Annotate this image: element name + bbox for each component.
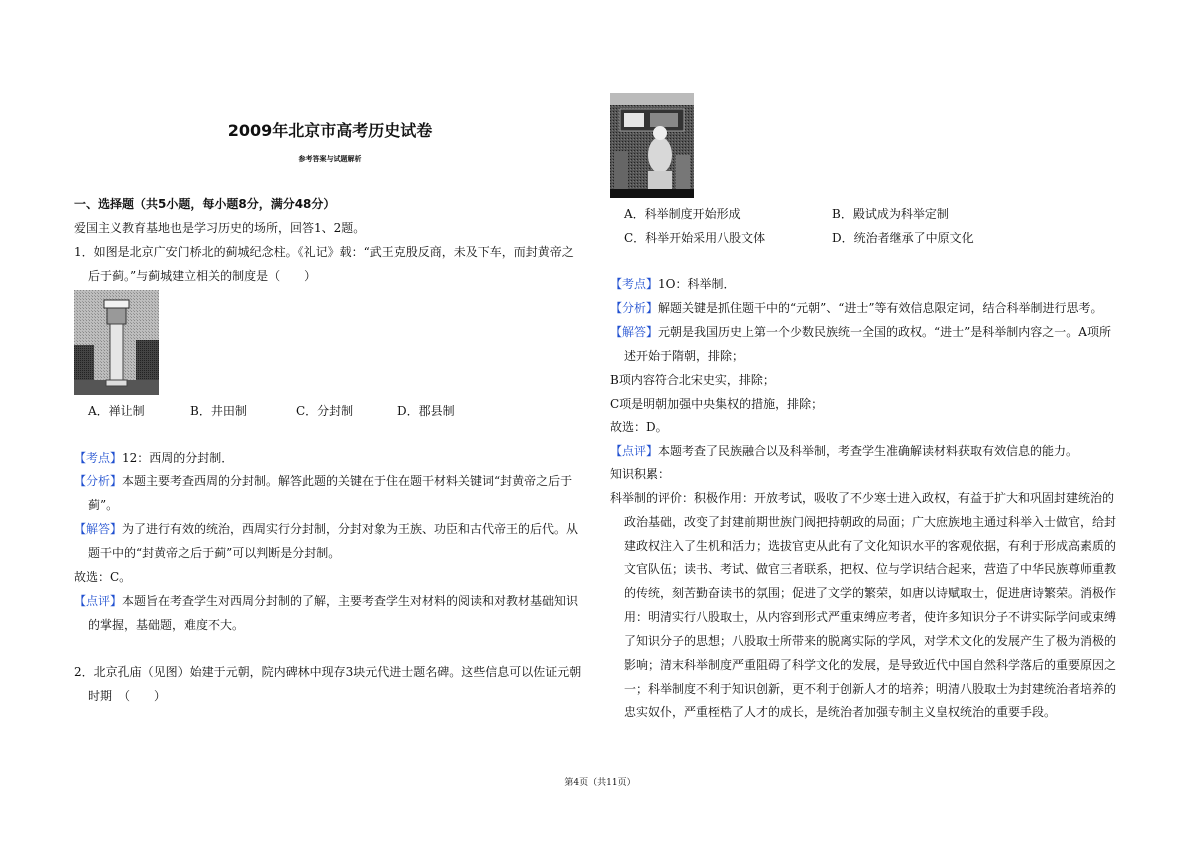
q2-jieda-text: 元朝是我国历史上第一个少数民族统一全国的政权。“进士”是科举制内容之一。A项所 xyxy=(658,325,1111,339)
q1-jieda-text: 为了进行有效的统治，西周实行分封制，分封对象为王族、功臣和古代帝王的后代。从 xyxy=(122,522,579,536)
q1-dianping-line1 xyxy=(74,593,578,609)
knowledge-line: 了知识分子的思想；八股取士所带来的脱离实际的学风，对学术文化的发展产生了极为消极的 xyxy=(624,634,1117,648)
kaodian-tag: 【考点】 xyxy=(610,277,659,291)
knowledge-line: 忠实奴仆，严重桎梏了人才的成长，是统治者加强专制主义皇权统治的重要手段。 xyxy=(624,705,1057,719)
q2-option-d: D．统治者继承了中原文化 xyxy=(832,231,974,245)
knowledge-line: 用：明清实行八股取士，从内容到形式严重束缚应考者，使许多知识分子不讲实际学问或束缚 xyxy=(624,610,1117,624)
jieda-tag: 【解答】 xyxy=(610,325,659,339)
q2-jieda-line1 xyxy=(610,324,1111,340)
q1-kaodian xyxy=(74,450,233,466)
knowledge-line: 的传统，刻苦勤奋读书的氛围；促进了文学的繁荣，如唐以诗赋取士，促进唐诗繁荣。消极作 xyxy=(624,586,1117,600)
q2-answer: 故选：D。 xyxy=(610,420,668,434)
knowledge-line: 政治基础，改变了封建前期世族门阀把持朝政的局面；广大庶族地主通过科举入士做官，给封 xyxy=(624,515,1117,529)
q2-jieda-line4: C项是明朝加强中央集权的措施，排除； xyxy=(610,397,824,411)
q1-jieda-line1 xyxy=(74,521,578,537)
knowledge-line: 建政权注入了生机和活力；选拔官吏从此有了文化知识水平的客观依据，有利于形成高素质的 xyxy=(624,539,1117,553)
q1-answer: 故选：C。 xyxy=(74,570,132,584)
intro-text: 爱国主义教育基地也是学习历史的场所，回答1、2题。 xyxy=(74,221,366,235)
dianping-tag: 【点评】 xyxy=(610,444,659,458)
q2-stem-line1: 2．北京孔庙（见图）始建于元朝，院内碑林中现存3块元代进士题名碑。这些信息可以佐证元朝 xyxy=(74,665,582,679)
q2-kaodian xyxy=(610,276,736,292)
q2-option-a: A．科举制度开始形成 xyxy=(624,207,741,221)
q2-option-c: C．科举开始采用八股文体 xyxy=(624,231,766,245)
jieda-tag: 【解答】 xyxy=(74,522,123,536)
q1-fenxi-line1 xyxy=(74,473,572,489)
q1-kaodian-text: 12：西周的分封制． xyxy=(122,451,234,465)
q2-dianping-text: 本题考查了民族融合以及科举制，考查学生准确解读材料获取有效信息的能力。 xyxy=(658,444,1079,458)
q2-stem-line2: 时期 （ ） xyxy=(88,689,167,703)
q1-fenxi-text: 本题主要考查西周的分封制。解答此题的关键在于住在题干材料关键词“封黄帝之后于 xyxy=(122,474,573,488)
q1-jieda-line2: 题干中的“封黄帝之后于蓟”可以判断是分封制。 xyxy=(88,546,341,560)
knowledge-line: 科举制的评价：积极作用：开放考试，吸收了不少寒士进入政权，有益于扩大和巩固封建统治的 xyxy=(610,491,1115,505)
fenxi-tag: 【分析】 xyxy=(74,474,123,488)
q1-stem-line2: 后于蓟。”与蓟城建立相关的制度是（ ） xyxy=(88,269,317,283)
q1-option-d: D．郡县制 xyxy=(397,404,455,418)
q1-option-a: A．禅让制 xyxy=(88,404,145,418)
q2-fenxi xyxy=(610,300,1103,316)
kaodian-tag: 【考点】 xyxy=(74,451,123,465)
knowledge-heading: 知识积累： xyxy=(610,467,671,481)
page-title: 2009年北京市高考历史试卷 xyxy=(227,121,433,140)
q2-kaodian-text: 1O：科举制． xyxy=(658,277,736,291)
knowledge-line: 文官队伍；读书、考试、做官三者联系，把权、位与学识结合起来，营造了中华民族尊师重教 xyxy=(624,562,1117,576)
confucius-temple-photo-icon xyxy=(610,93,694,198)
q1-option-c: C．分封制 xyxy=(296,404,354,418)
section-heading: 一、选择题（共5小题，每小题8分，满分48分） xyxy=(74,197,336,211)
pillar-photo-icon xyxy=(74,290,159,395)
knowledge-line: 一；科举制度不利于知识创新，更不利于创新人才的培养；明清八股取士为封建统治者培养的 xyxy=(624,682,1117,696)
q1-stem-line1: 1．如图是北京广安门桥北的蓟城纪念柱。《礼记》载：“武王克殷反商，未及下车，而封黄帝之 xyxy=(74,245,574,259)
page-subtitle: 参考答案与试题解析 xyxy=(298,155,362,163)
q2-jieda-line3: B项内容符合北宋史实，排除； xyxy=(610,373,775,387)
page-footer: 第4页（共11页） xyxy=(564,778,636,788)
q1-dianping-line2: 的掌握，基础题，难度不大。 xyxy=(88,618,245,632)
dianping-tag: 【点评】 xyxy=(74,594,123,608)
q1-dianping-text: 本题旨在考查学生对西周分封制的了解，主要考查学生对材料的阅读和对教材基础知识 xyxy=(122,594,579,608)
q1-option-b: B．井田制 xyxy=(190,404,247,418)
q2-option-b: B．殿试成为科举定制 xyxy=(832,207,949,221)
q2-dianping xyxy=(610,443,1078,459)
q1-fenxi-line2: 蓟”。 xyxy=(88,498,119,512)
q2-fenxi-text: 解题关键是抓住题干中的“元朝”、“进士”等有效信息限定词，结合科举制进行思考。 xyxy=(658,301,1103,315)
q2-jieda-line2: 述开始于隋朝，排除； xyxy=(624,349,745,363)
knowledge-line: 影响；清末科举制度严重阻碍了科学文化的发展，是导致近代中国自然科学落后的重要原因之 xyxy=(624,658,1117,672)
fenxi-tag: 【分析】 xyxy=(610,301,659,315)
